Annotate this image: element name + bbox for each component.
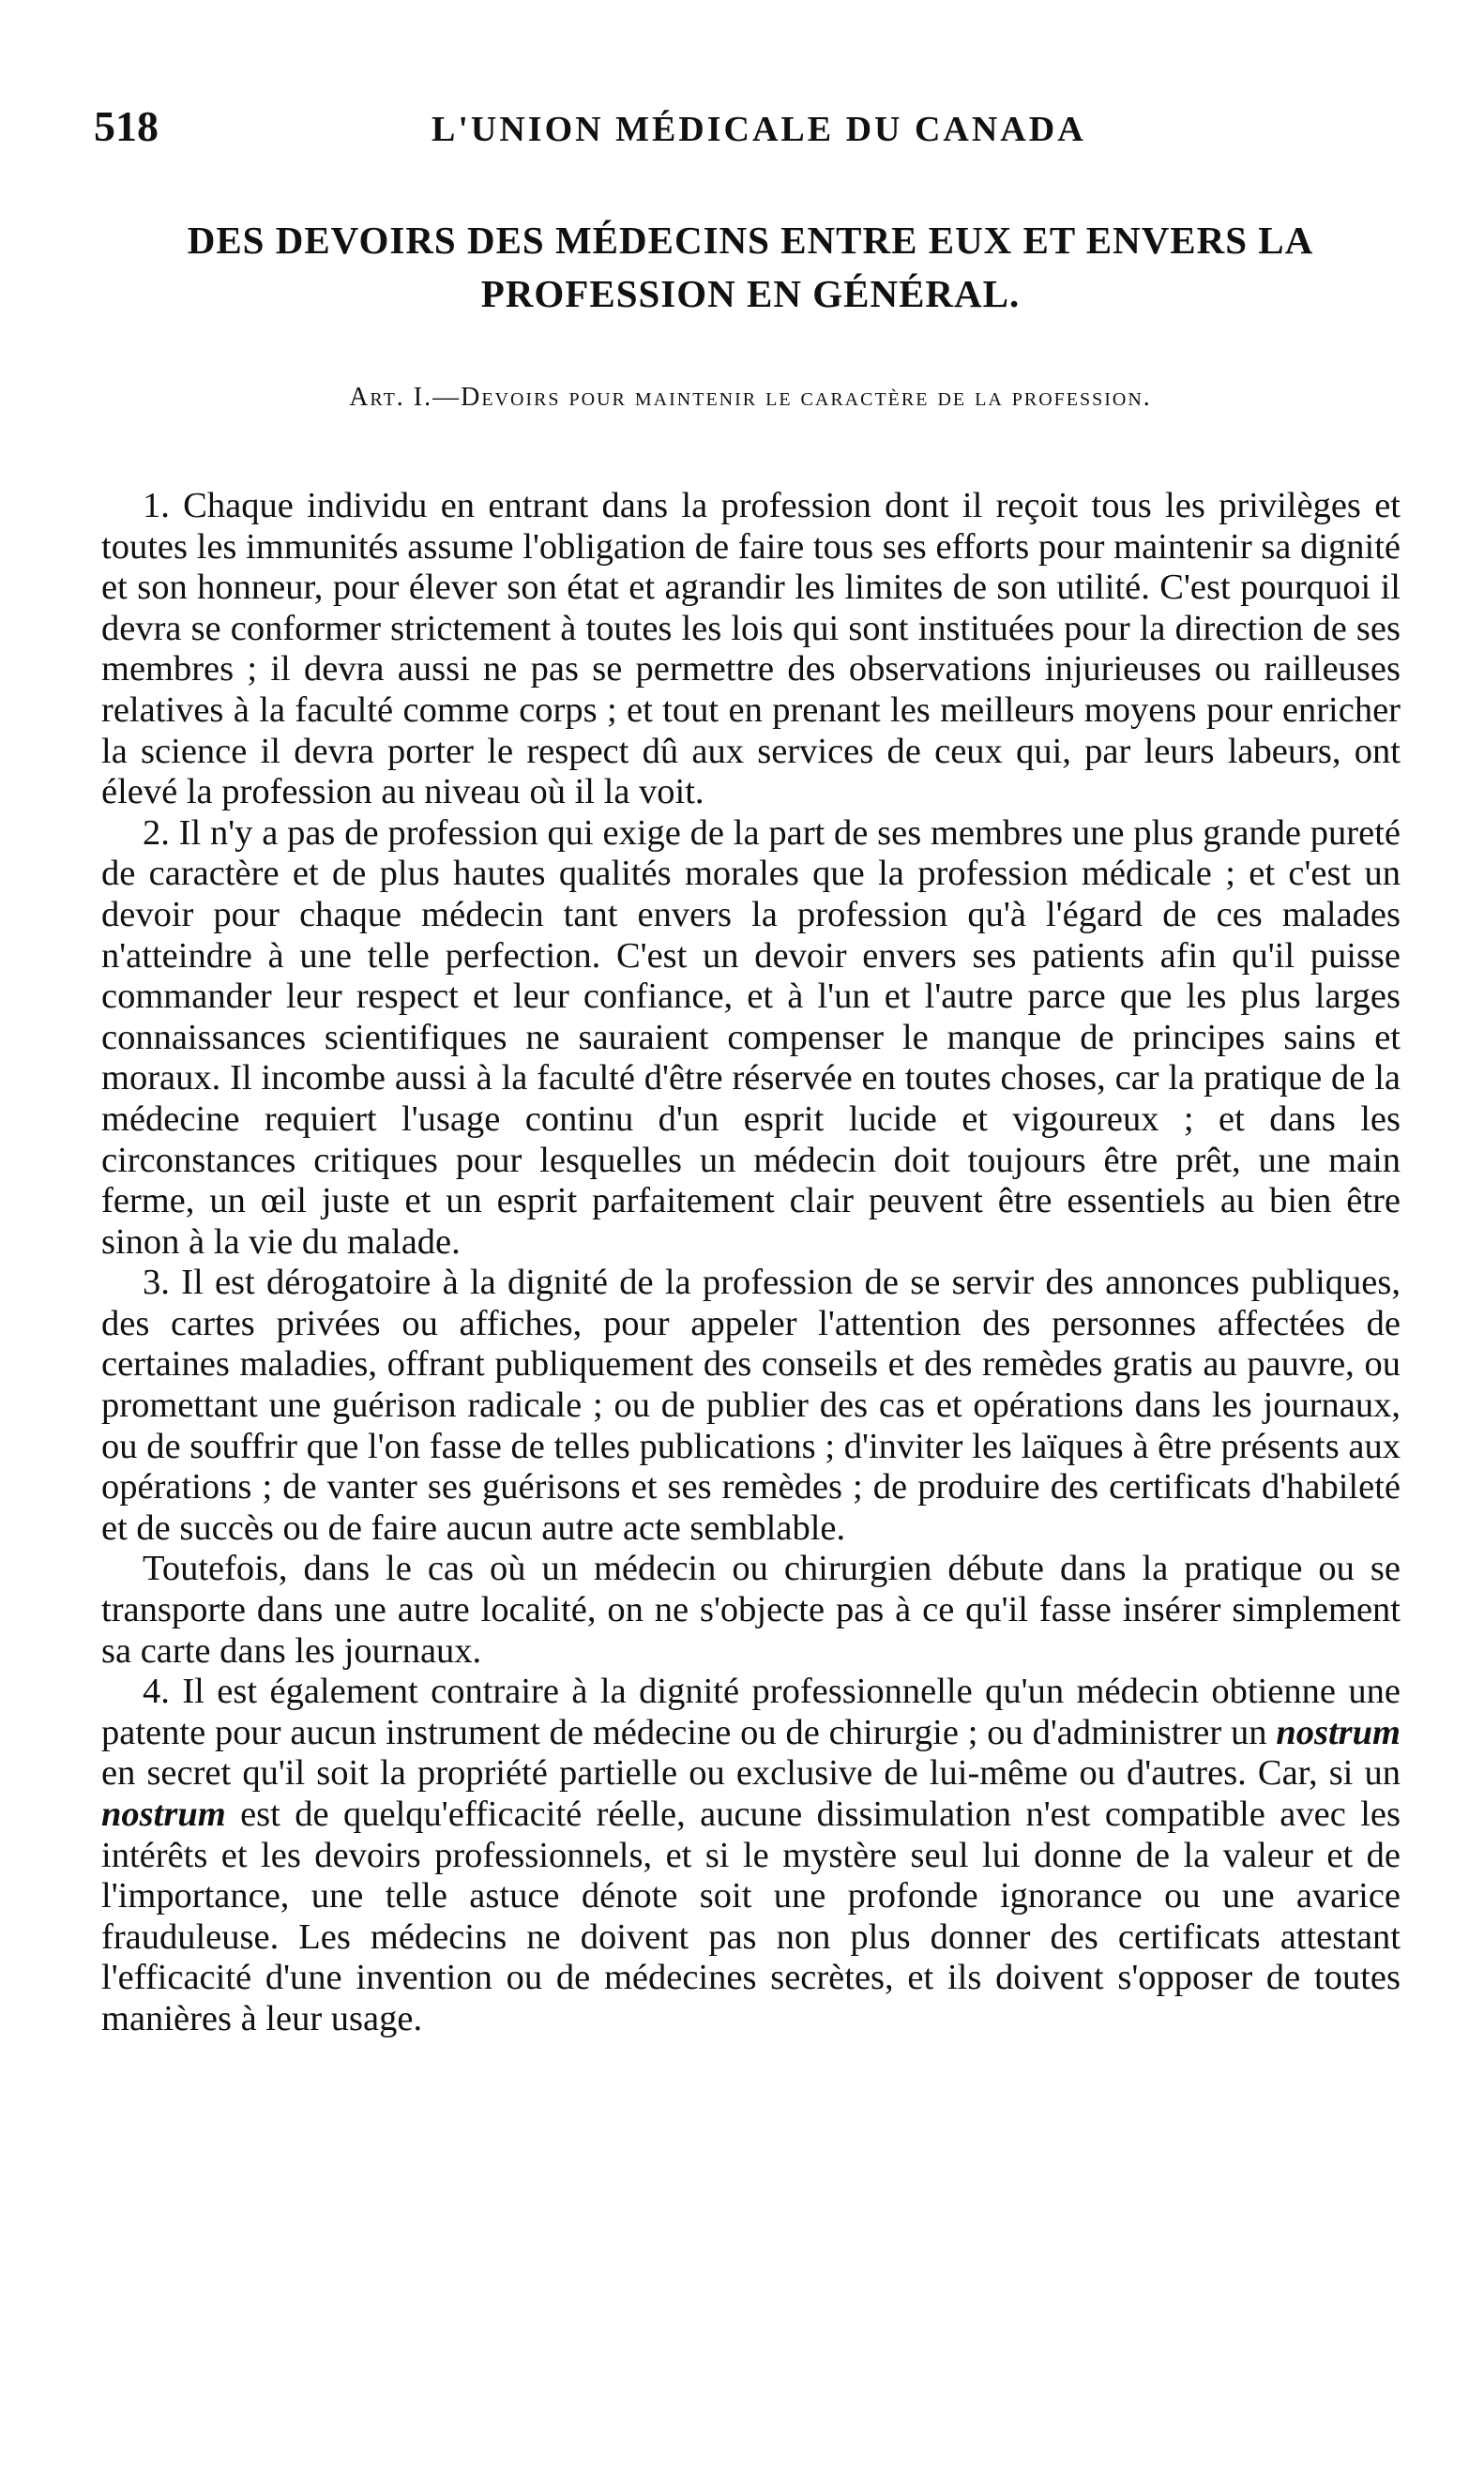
body-text [101,486,1401,2040]
paragraph-2: 2. Il n'y a pas de profession qui exige de la part de ses membres une plus grande pureté de caractère et de plus hautes qualités morales que la profession médicale ; et c'est un devoir pour chaque médecin tant envers la profession qu'à l'égard de ces malades n'atteindre à une telle perfection. C'est un devoir envers ses patients afin qu'il puisse commander leur respect et leur confiance, et à l'un et l'autre parce que les plus larges connaissances scientifiques ne sauraient compenser le manque de principes sains et moraux. Il incombe aussi à la faculté d'être réservée en toutes choses, car la pratique de la médecine requiert l'usage continu d'un esprit lucide et vigoureux ; et dans les circonstances critiques pour lesquelles un médecin doit toujours être prêt, une main ferme, un œil juste et un esprit parfaitement clair peuvent être essentiels au bien être sinon à la vie du malade. [101,812,1401,1262]
running-header [94,101,1407,158]
page-number: 518 [94,102,159,150]
paragraph-4-part-2: en secret qu'il soit la propriété partielle ou exclusive de lui-même ou d'autres. Car, si un [101,1753,1401,1794]
paragraph-3-addendum: Toutefois, dans le cas où un médecin ou chirurgien débute dans la pratique ou se transporte dans une autre localité, on ne s'objecte pas à ce qu'il fasse insérer simplement sa carte dans les journaux. [101,1549,1401,1671]
journal-title: L'UNION MÉDICALE DU CANADA [432,110,1086,149]
section-title: DES DEVOIRS DES MÉDECINS ENTRE EUX ET ENVERS LA PROFESSION EN GÉNÉRAL. [187,219,1314,315]
paragraph-4-part-3: est de quelqu'efficacité réelle, aucune dissimulation n'est compatible avec les intérêts et les devoirs professionnels, et si le mystère seul lui donne de la valeur et de l'importance, une telle astuce dénote soit une profonde ignorance ou une avarice frauduleuse. Les médecins ne doivent pas non plus donner des certificats attestant l'efficacité d'une invention ou de médecines secrètes, et ils doivent s'opposer de toutes manières à leur usage. [101,1795,1401,2038]
article-heading: Art. I.—Devoirs pour maintenir le caractère de la profession. [349,383,1152,412]
paragraph-4 [101,1672,1401,2039]
paragraph-4-part-1: 4. Il est également contraire à la dignité professionnelle qu'un médecin obtienne une patente pour aucun instrument de médecine ou de chirurgie ; ou d'administrer un [101,1672,1401,1752]
nostrum-term: nostrum [1276,1712,1401,1752]
paragraph-3: 3. Il est dérogatoire à la dignité de la profession de se servir des annonces publiques, des cartes privées ou affiches, pour appeler l'attention des personnes affectées de certaines maladies, offrant publiquement des conseils et des remèdes gratis au pauvre, ou promettant une guérison radicale ; ou de publier des cas et opérations dans les journaux, ou de souffrir que l'on fasse de telles publications ; d'inviter les laïques à être présents aux opérations ; de vanter ses guérisons et ses remèdes ; de produire des certificats d'habileté et de succès ou de faire aucun autre acte semblable. [101,1263,1401,1548]
nostrum-term: nostrum [101,1795,226,1834]
paragraph-1: 1. Chaque individu en entrant dans la profession dont il reçoit tous les privilèges et toutes les immunités assume l'obligation de faire tous ses efforts pour maintenir sa dignité et son honneur, pour élever son état et agrandir les limites de son utilité. C'est pourquoi il devra se conformer strictement à toutes les lois qui sont instituées pour la direction de ses membres ; il devra aussi ne pas se permettre des observations injurieuses ou railleuses relatives à la faculté comme corps ; et tout en prenant les meilleurs moyens pour enricher la science il devra porter le respect dû aux services de ceux qui, par leurs labeurs, ont élevé la profession au niveau où il la voit. [101,486,1401,812]
